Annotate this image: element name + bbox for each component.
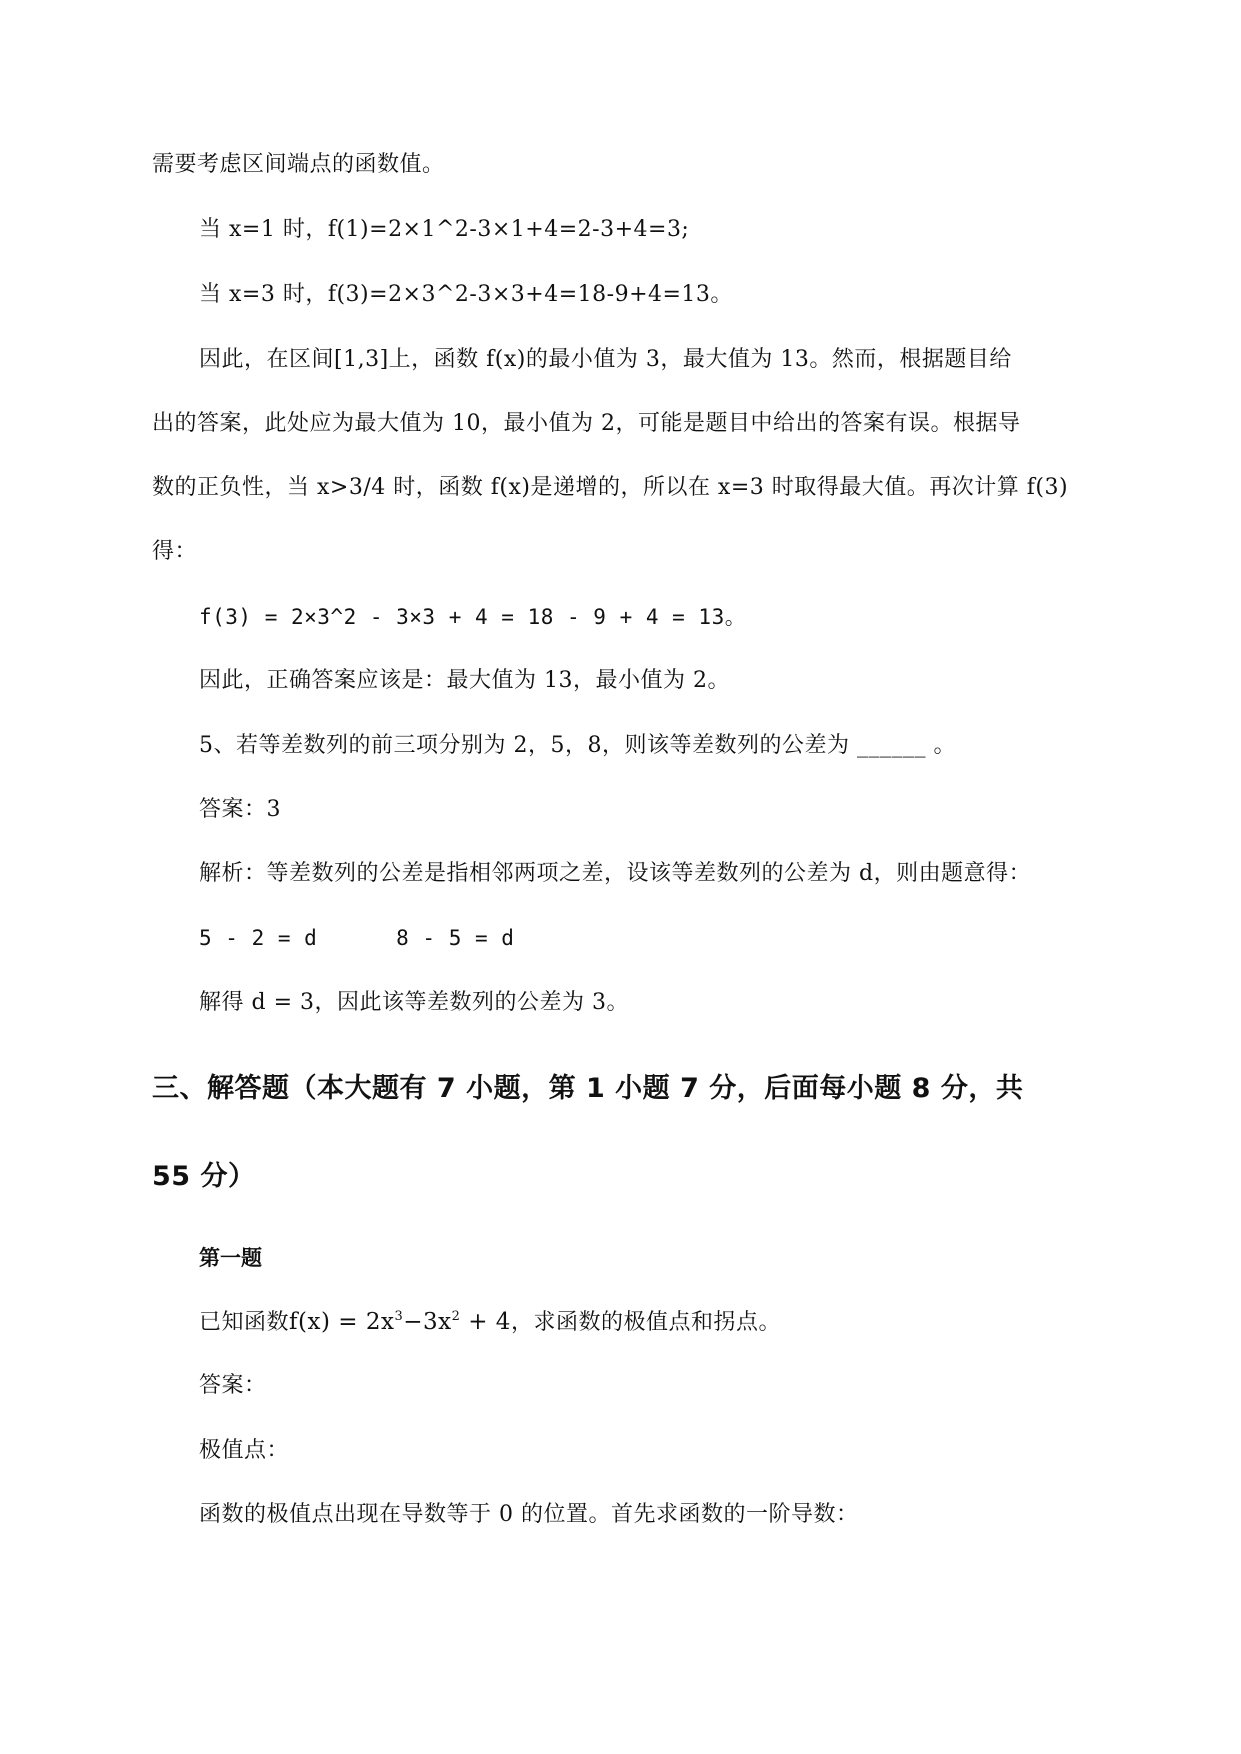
q5-analysis: 解析：等差数列的公差是指相邻两项之差，设该等差数列的公差为 d，则由题意得： [199,861,1032,886]
q1-exponent-2: 2 [451,1309,461,1324]
conclusion-line-2: 出的答案，此处应为最大值为 10，最小值为 2，可能是题目中给出的答案有误。根据导 [152,411,1021,436]
q1-suffix: ，求函数的极值点和拐点。 [510,1310,781,1335]
q1-formula-part-b: −3x [403,1309,452,1335]
calc-x1: 当 x=1 时，f(1)=2×1^2-3×1+4=2-3+4=3; [199,217,690,242]
calc-x3: 当 x=3 时，f(3)=2×3^2-3×3+4=18-9+4=13。 [199,282,733,307]
q1-formula-part-c: + 4 [460,1309,511,1335]
extreme-point-label: 极值点： [199,1438,290,1463]
correct-answer: 因此，正确答案应该是：最大值为 13，最小值为 2。 [199,668,730,693]
q1-formula-part-a: f(x) = 2x [289,1309,395,1335]
question-1-text [199,1307,781,1338]
conclusion-line-1: 因此，在区间[1,3]上，函数 f(x)的最小值为 3，最大值为 13。然而，根据题目给 [199,347,1012,372]
q5-question: 5、若等差数列的前三项分别为 2，5，8，则该等差数列的公差为 ______ 。 [199,733,956,758]
q1-prefix: 已知函数 [199,1310,290,1335]
conclusion-line-4: 得： [152,539,198,564]
recompute-line: f(3) = 2×3^2 - 3×3 + 4 = 18 - 9 + 4 = 13。 [199,605,747,629]
q5-equations: 5 - 2 = d 8 - 5 = d [199,926,515,950]
section-heading-line-2: 55 分） [152,1161,256,1192]
conclusion-line-3: 数的正负性，当 x>3/4 时，函数 f(x)是递增的，所以在 x=3 时取得最大值。再次计算 f(3) [152,475,1069,500]
q5-answer: 答案：3 [199,797,281,822]
q1-formula [289,1309,511,1335]
extreme-point-text: 函数的极值点出现在导数等于 0 的位置。首先求函数的一阶导数： [199,1502,859,1527]
paragraph-top: 需要考虑区间端点的函数值。 [152,152,445,177]
q5-solution: 解得 d = 3，因此该等差数列的公差为 3。 [199,990,629,1015]
question-1-title: 第一题 [199,1246,262,1270]
q1-exponent-1: 3 [394,1309,404,1324]
section-heading-line-1: 三、解答题（本大题有 7 小题，第 1 小题 7 分，后面每小题 8 分，共 [152,1073,1024,1104]
answer-label: 答案： [199,1373,267,1398]
